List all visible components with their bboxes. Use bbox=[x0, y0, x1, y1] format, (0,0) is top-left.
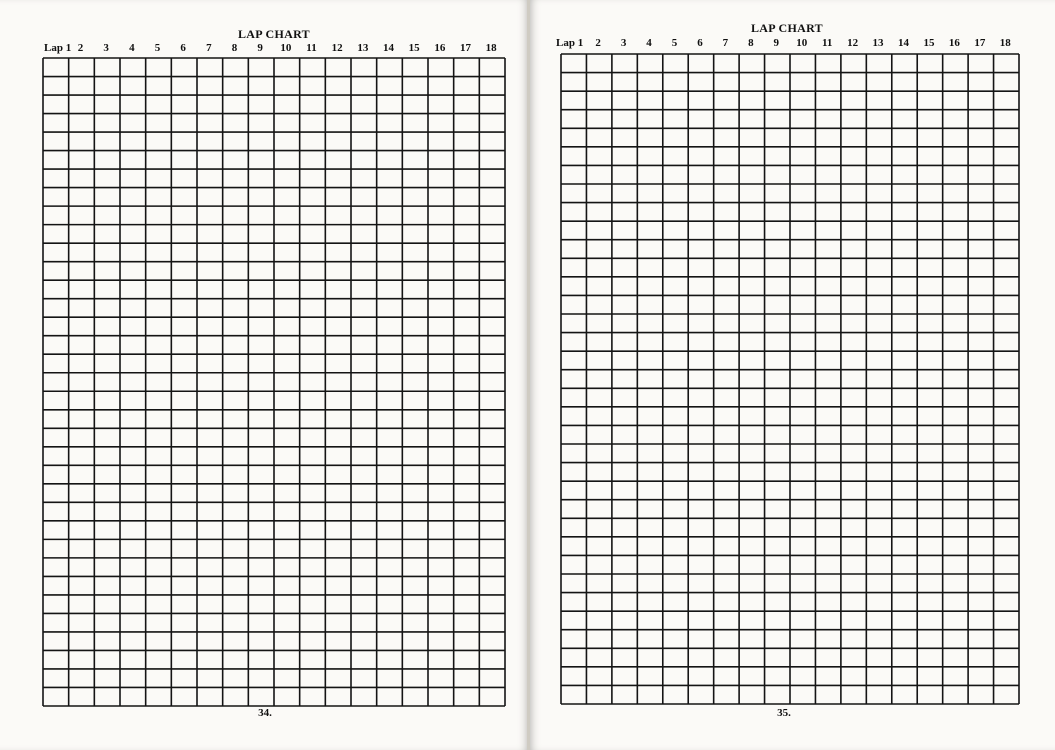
column-header-17: 17 bbox=[974, 37, 986, 49]
column-header-11: 11 bbox=[821, 37, 833, 49]
column-header-14: 14 bbox=[898, 37, 909, 49]
column-header-8: 8 bbox=[231, 42, 238, 54]
lap-chart-grid bbox=[42, 57, 506, 707]
page-title: LAP CHART bbox=[751, 21, 823, 35]
column-header-16: 16 bbox=[434, 42, 446, 54]
page-number: 35. bbox=[777, 707, 791, 719]
column-header-12: 12 bbox=[331, 42, 343, 54]
column-header-3: 3 bbox=[620, 37, 627, 49]
column-header-5: 5 bbox=[154, 42, 161, 54]
column-header-17: 17 bbox=[460, 42, 471, 54]
column-header-7: 7 bbox=[722, 37, 729, 49]
column-header-lap-1: Lap 1 bbox=[556, 37, 584, 49]
column-header-14: 14 bbox=[383, 42, 394, 54]
column-header-5: 5 bbox=[671, 37, 678, 49]
column-header-8: 8 bbox=[748, 37, 754, 49]
column-header-lap-1: Lap 1 bbox=[44, 42, 72, 54]
column-header-9: 9 bbox=[257, 42, 263, 54]
lap-chart-grid bbox=[560, 53, 1020, 705]
column-header-4: 4 bbox=[129, 42, 135, 54]
page-title: LAP CHART bbox=[238, 27, 310, 41]
grid-lines bbox=[560, 53, 1020, 705]
column-header-12: 12 bbox=[847, 37, 859, 49]
column-header-10: 10 bbox=[280, 42, 292, 54]
column-header-4: 4 bbox=[646, 37, 652, 49]
column-header-16: 16 bbox=[948, 37, 960, 49]
column-header-18: 18 bbox=[999, 37, 1011, 49]
column-header-6: 6 bbox=[697, 37, 703, 49]
column-header-10: 10 bbox=[796, 37, 808, 49]
column-header-3: 3 bbox=[103, 42, 109, 54]
column-header-18: 18 bbox=[485, 42, 497, 54]
column-header-2: 2 bbox=[77, 42, 84, 54]
page-number: 34. bbox=[258, 707, 272, 719]
column-header-2: 2 bbox=[595, 37, 601, 49]
column-header-6: 6 bbox=[180, 42, 186, 54]
column-header-9: 9 bbox=[773, 37, 780, 49]
column-header-15: 15 bbox=[408, 42, 420, 54]
right-page bbox=[530, 0, 1055, 750]
column-header-7: 7 bbox=[206, 42, 212, 54]
grid-lines bbox=[42, 57, 506, 707]
column-header-13: 13 bbox=[872, 37, 884, 49]
column-header-13: 13 bbox=[357, 42, 369, 54]
column-header-11: 11 bbox=[306, 42, 317, 54]
column-header-15: 15 bbox=[923, 37, 935, 49]
